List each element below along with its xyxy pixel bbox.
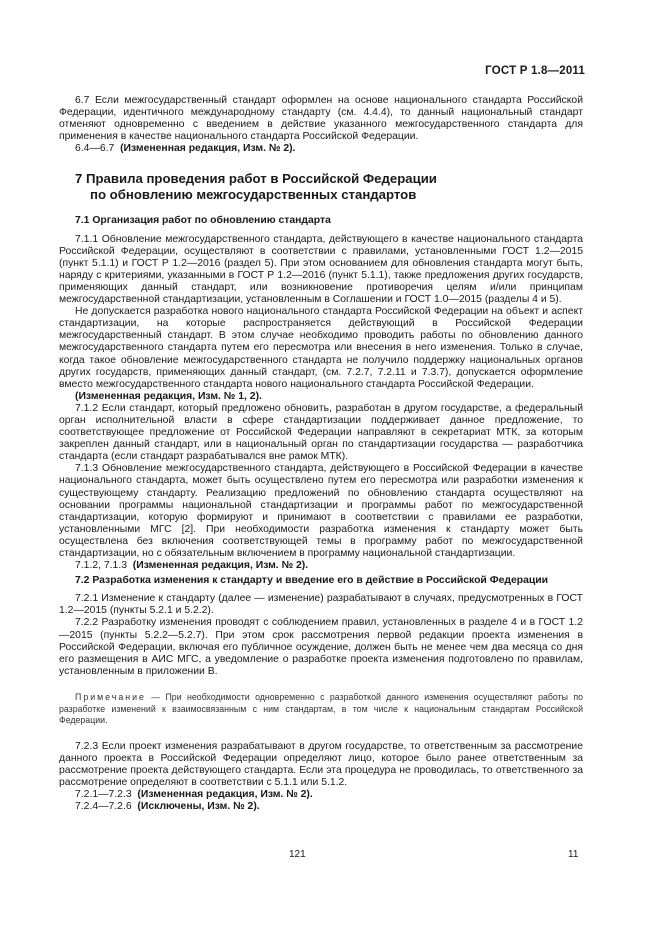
clause-7-1-1: 7.1.1 Обновление межгосударственного стандарта, действующего в качестве национального стандарта Российской Федерации, осуществляют в соответствии с правилами, установленными ГОСТ 1.2—2015 (пункт 5.1.1) и ГОСТ Р 1.2—2016 (раздел 5). При этом основанием для обновления стандарта могут быть, наряду с критериями, указанными в ГОСТ Р 1.2—2016 (пункт 5.1.1), также предложения других государств, применяющих данный стандарт, или возникновение противоречия целям и/или принципам межгосударственной стандартизации, установленным в Соглашении и ГОСТ 1.0—2015 (разделы 4 и 5). <box>59 233 583 306</box>
clause-6-7: 6.7 Если межгосударственный стандарт оформлен на основе национального стандарта Российской Федерации, идентичного международному стандарту (см. 4.4.4), то данный национальный стандарт отменяют одновременно с введением в действие указанного межгосударственного стандарта для применения в качестве национального стандарта Российской Федерации. <box>59 95 583 143</box>
page-number-center: 121 <box>289 849 306 860</box>
clause-7-2-2: 7.2.2 Разработку изменения проводят с соблюдением правил, установленных в разделе 4 и в ГОСТ 1.2—2015 (пункты 5.2.2—5.2.7). При этом срок рассмотрения первой редакции проекта изменения в Российской Федерации, включая его публичное осуждение, должен быть не менее чем два месяца со дня его размещения в АИС МГС, а уведомление о разработке проекта изменения подготовлено по правилам, установленным в приложении В. <box>59 617 583 677</box>
exclusion-ref: 7.2.4—7.2.6 <box>75 801 132 813</box>
page-number-right: 11 <box>568 849 579 860</box>
section-7-title <box>75 171 583 203</box>
amendment-7-2-1-7-2-3 <box>59 789 583 801</box>
exclusion-7-2-4-7-2-6 <box>59 801 583 813</box>
amendment-7-1-2-7-1-3 <box>59 560 583 572</box>
amendment-ref: 6.4—6.7 <box>75 143 115 155</box>
note-text: — При необходимости одновременно с разработкой данного изменения осуществляют работы по разработке изменений к взаимосвязанным с ним стандартам, в том числе к национальным стандартам Российской Федерации. <box>59 691 583 726</box>
clause-7-2-1: 7.2.1 Изменение к стандарту (далее — изменение) разрабатывают в случаях, предусмотренных в ГОСТ 1.2—2015 (пункты 5.2.1 и 5.2.2). <box>59 593 583 617</box>
exclusion-note: (Исключены, Изм. № 2). <box>137 801 260 813</box>
clause-7-1-3: 7.1.3 Обновление межгосударственного стандарта, действующего в Российской Федерации в качестве национального стандарта, может быть осуществлено путем его пересмотра или разработки изменения к существующему стандарту. Реализацию предложений по обновлению стандарта осуществляют на основании программы национальной стандартизации и программы работ по межгосударственной стандартизации, которую формируют и принимают в соответствии с правилами ее разработки, установленными МГС [2]. При необходимости разработка изменения к стандарту может быть осуществлена без включения соответствующей темы в программу работ по межгосударственной стандартизации, но с обязательным включением в программу национальной стандартизации. <box>59 463 583 559</box>
amendment-7-1-1: (Измененная редакция, Изм. № 1, 2). <box>75 390 262 402</box>
document-code-header: ГОСТ Р 1.8—2011 <box>485 65 585 77</box>
amendment-ref: 7.2.1—7.2.3 <box>75 789 132 801</box>
section-7-title-line-1: 7 Правила проведения работ в Российской Федерации <box>75 171 437 187</box>
amendment-note: (Измененная редакция, Изм. № 2). <box>132 560 309 572</box>
amendment-6-4-6-7 <box>59 143 583 155</box>
clause-7-2-3: 7.2.3 Если проект изменения разрабатывают в другом государстве, то ответственным за рассмотрение данного проекта в Российской Федерации определяют лицо, которое было ранее ответственным за рассмотрение проекта действующего стандарта. Если эта процедура не проводилась, то ответственного за рассмотрение определяют в соответствии с 5.1.1 или 5.1.2. <box>59 740 583 788</box>
amendment-note: (Измененная редакция, Изм. № 2). <box>120 143 296 155</box>
clause-7-1-2: 7.1.2 Если стандарт, который предложено обновить, разработан в другом государстве, а федеральный орган исполнительной власти в сфере стандартизации поддерживает данное предложение, то соответствующее предложение от Российской Федерации направляют в секретариат МТК, за которым закреплен данный стандарт, или в национальный орган по стандартизации государства — разработчика стандарта (если стандарт разрабатывался вне рамок МТК). <box>59 402 583 463</box>
subsection-7-1-title: 7.1 Организация работ по обновлению стандарта <box>75 215 331 227</box>
section-7-title-line-2: по обновлению межгосударственных стандартов <box>90 187 417 203</box>
document-body <box>59 95 583 813</box>
clause-7-1-1-paragraph-2: Не допускается разработка нового национального стандарта Российской Федерации на объект и аспект стандартизации, на которые распространяется действующий в Российской Федерации межгосударственный стандарт. В этом случае необходимо проводить работы по обновлению данного межгосударственного стандарта путем его пересмотра или внесения в него изменения. Только в случае, когда такое обновление межгосударственного стандарта не получило поддержку национальных органов других государств, применяющих данный стандарт, (см. 7.2.7, 7.2.11 и 7.3.7), допускается оформление вместо межгосударственного стандарта нового национального стандарта Российской Федерации. <box>59 306 583 390</box>
note-7-2-2 <box>59 692 583 727</box>
amendment-note: (Измененная редакция, Изм. № 2). <box>137 789 313 801</box>
note-label: Примечание <box>75 691 146 702</box>
amendment-ref: 7.1.2, 7.1.3 <box>75 560 127 572</box>
subsection-7-2-title: 7.2 Разработка изменения к стандарту и введение его в действие в Российской Федерации <box>75 575 549 587</box>
